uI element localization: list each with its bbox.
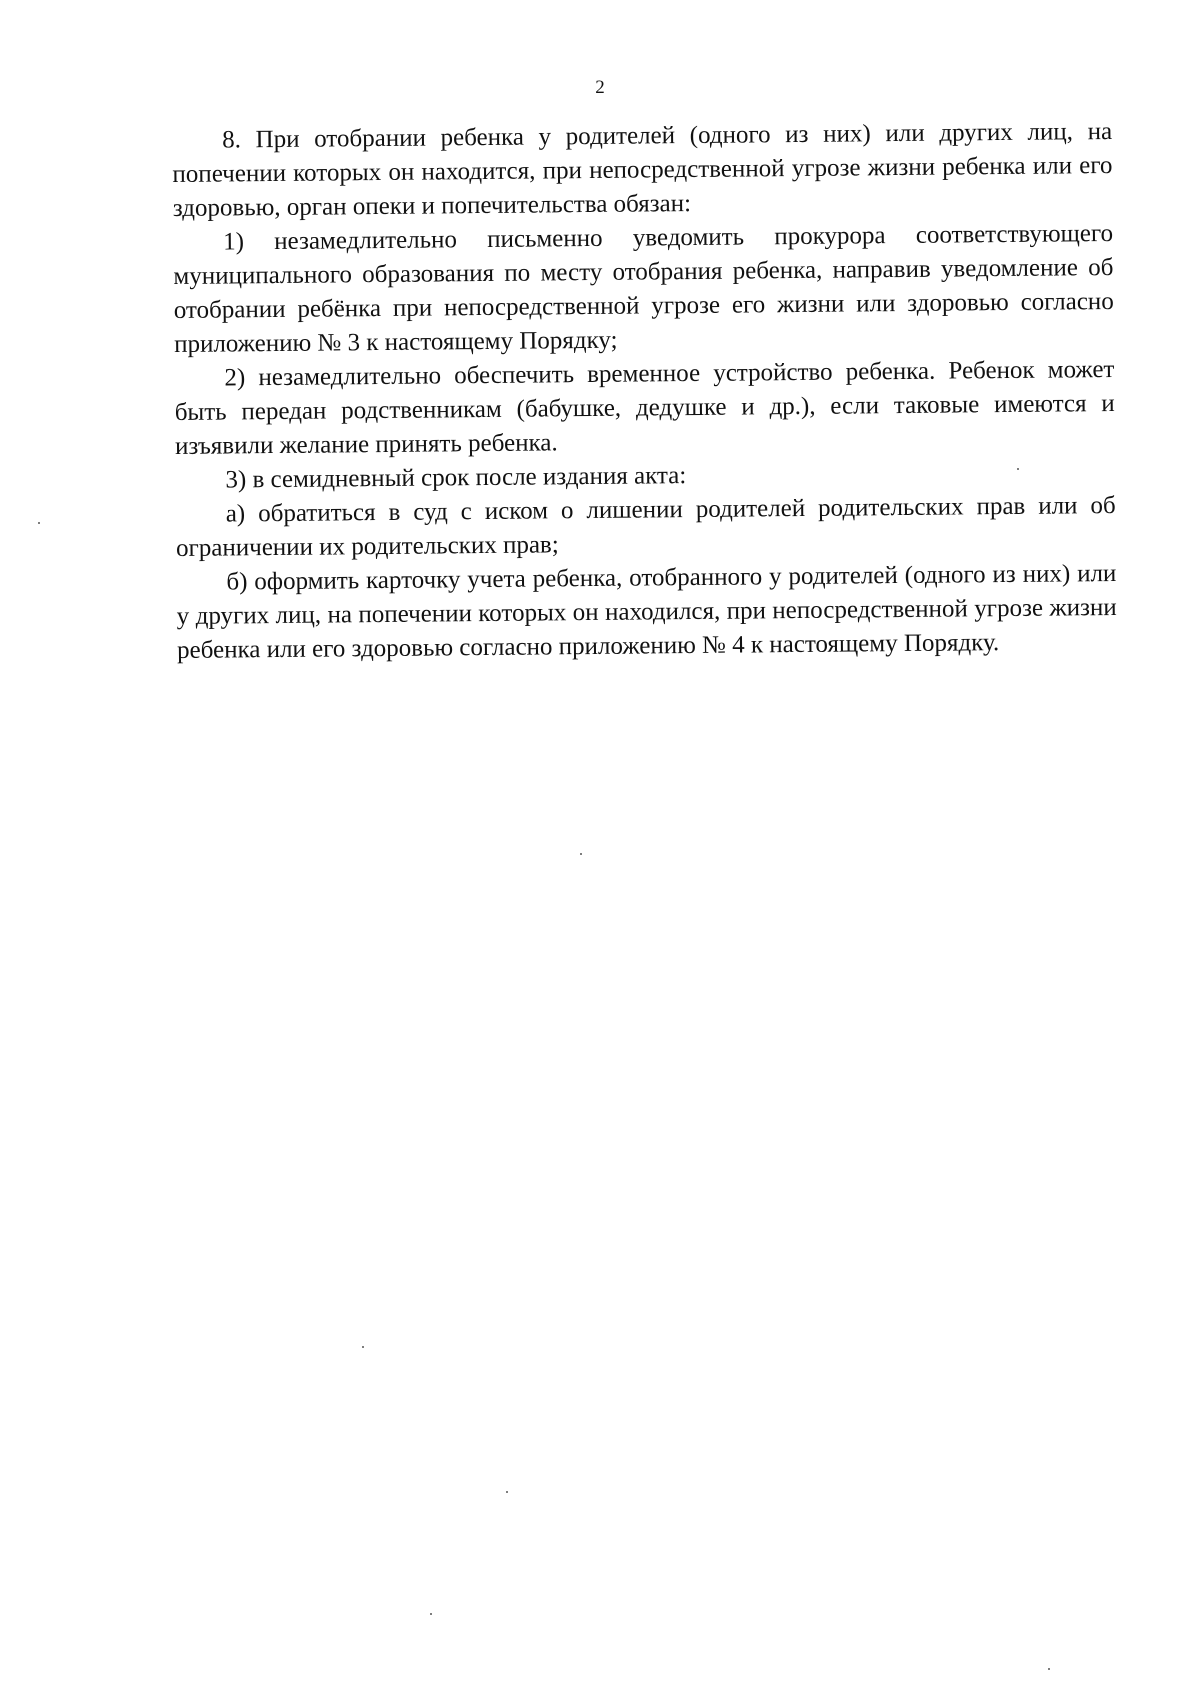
document-body [172,115,1117,668]
paragraph-subitem-1: 1) незамедлительно письменно уведомить прокурора соответствующего муниципального образования по месту отобрания ребенка, направив уведомление об отобрании ребёнка при непосредственной угрозе его жизни или здоровью согласно приложению № 3 к настоящему Порядку; [173,219,1114,358]
paragraph-subitem-b: б) оформить карточку учета ребенка, отобранного у родителей (одного из них) или у других лиц, на попечении которых он находился, при непосредственной угрозе жизни ребенка или его здоровью согласно приложению № 4 к настоящему Порядку. [176,559,1117,664]
scan-speck [38,522,40,524]
scan-speck [362,1346,364,1348]
paragraph-subitem-a: а) обратиться в суд с иском о лишении родителей родительских прав или об ограничении их родительских прав; [175,491,1116,562]
scan-speck [1017,468,1019,470]
paragraph-item-8: 8. При отобрании ребенка у родителей (одного из них) или других лиц, на попечении которых он находится, при непосредственной угрозе жизни ребенка или его здоровью, орган опеки и попечительства обязан: [172,117,1113,222]
page-number: 2 [595,77,605,98]
scan-speck [430,1613,432,1615]
scan-speck [580,853,582,855]
scan-speck [506,1491,508,1493]
paragraph-subitem-3: 3) в семидневный срок после издания акта: [225,462,687,494]
paragraph-subitem-2: 2) незамедлительно обеспечить временное устройство ребенка. Ребенок может быть передан родственникам (бабушке, дедушке и др.), если таковые имеются и изъявили желание принять ребенка. [174,355,1115,460]
scan-speck [1048,1668,1050,1670]
